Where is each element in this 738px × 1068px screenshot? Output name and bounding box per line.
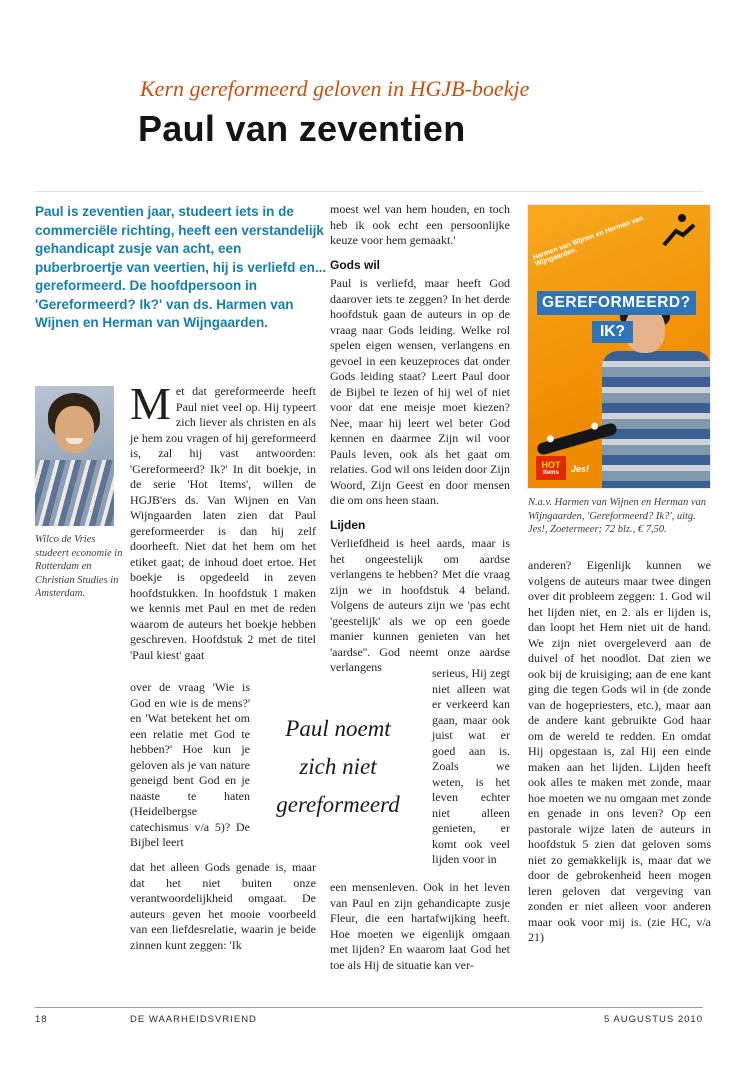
header-divider [35, 191, 703, 192]
column2-lijden-text: Verliefdheid is heel aards, maar is het ongeestelijk om aardse verlangens te hebben? Met die vraag zijn we in hoofdstuk 4 beland. Volgens de auteurs zijn we 'pas echt 'geestelijk' als we op een goede manier kunnen genieten van het 'aardse''. God neemt onze aardse verlangens [330, 536, 510, 674]
hot-items-logo [536, 456, 566, 480]
column1-narrow: over de vraag 'Wie is God en wie is de mens?' en 'Wat betekent het om een relatie met God te hebben?' Hoe kun je geloven als je van nature geneigd bent God en je naaste te haten (Heidelbergse catechismus v/a 5)? De Bijbel leert [130, 680, 250, 849]
footer-date: 5 AUGUSTUS 2010 [604, 1014, 703, 1025]
book-cover-caption: N.a.v. Harmen van Wijnen en Herman van Wijngaarden, 'Gereformeerd? Ik?', uitg. Jes!, Zoetermeer; 72 blz., € 7,50. [528, 497, 706, 535]
hot-items-logo-items: items [543, 469, 559, 476]
column2-gods-wil-text: Paul is verliefd, maar heeft God daarover iets te zeggen? In het derde hoofdstuk gaan de auteurs in op de vraag naar Gods leiding. Welke rol spelen eigen wensen, verlangens en gevoel in een keuzeproces dat onder Gods leiding staat? Leert Paul door de Bijbel te lezen of hij wel of niet voor dat ene meisje moet kiezen? Nee, maar hij leert wel beter God kennen en daarmee Zijn wil voor Pauls leven, ook als het gaat om relaties. God wil ons leiden door Zijn Woord, Zijn Geest en door mensen die om ons heen staan. [330, 276, 510, 507]
subhead-lijden: Lijden [330, 517, 366, 532]
author-photo [35, 386, 114, 526]
footer-publication-name: DE WAARHEIDSVRIEND [130, 1014, 257, 1025]
column2-bottom: een mensenleven. Ook in het leven van Paul en zijn gehandicapte zusje Fleur, die een hartafwijking heeft. Hoe moeten we eigenlijk omgaan met lijden? En waarom laat God het toe als Hij de situatie kan ver- [330, 880, 510, 972]
page-title: Paul van zeventien [138, 108, 466, 149]
column2-top [330, 202, 510, 676]
column2-narrow: serieus, Hij zegt niet alleen wat er verkeerd kan gaan, maar ook juist wat er goed aan is. Zoals we weten, is het leven echter niet alleen genieten, er komt ook veel lijden voor in [432, 666, 510, 866]
jes-logo: Jes! [571, 464, 590, 474]
drop-cap: M [130, 378, 171, 429]
author-photo-caption: Wilco de Vries studeert economie in Rotterdam en Christian Studies in Amsterdam. [35, 534, 123, 599]
column3: anderen? Eigenlijk kunnen we volgens de auteurs maar twee dingen over dit probleem zeggen: 1. God wil het lijden niet, en 2. als er lijden is, dan loopt het Hem niet uit de hand. We zijn niet overgeleverd aan de duivel of het noodlot. Dat zien we ook bij de kruisiging; aan de ene kant ging die tegen Gods wil in (de zonde van de hogepriesters, etc.), maar aan de andere kant gebruikte God haar om de wereld te redden. En omdat Hij opgestaan is, zal Hij een einde maken aan het lijden. Lijden heeft ook alles te maken met zonde, maar hoe moeten we nu omgaan met zonde en genade in ons leven? Op een pastorale wijze laten de auteurs in hoofdstuk 5 zien dat geloven soms niet zo gemakkelijk is, maar dat we door de gebrokenheid heen mogen leren geloven dat vergeving van zonden er niet alleen voor anderen maar ook voor mij is. (zie HC, v/a 21) [528, 558, 711, 944]
skateboard-wheel [590, 422, 599, 431]
skateboard-wheel [546, 434, 555, 443]
column1-bottom: dat het alleen Gods genade is, maar dat het niet buiten onze verantwoordelijkheid omgaat. De auteurs geven het mooie voorbeeld van een liefdesrelatie, waarin je beide zinnen kunt zeggen: 'Ik [130, 860, 316, 952]
author-photo-face [55, 406, 94, 453]
cover-boy-shirt [602, 351, 710, 488]
book-cover [528, 205, 710, 488]
author-photo-shirt [35, 460, 114, 526]
skateboarder-silhouette-icon [656, 213, 700, 249]
cover-title-line1: GEREFORMEERD? [537, 291, 696, 315]
column2-intro-text: moest wel van hem houden, en toch heb ik ook echt een persoonlijke keuze voor hem gemaakt.' [330, 202, 510, 247]
cover-authors-text: Harmen van Wijnen en Herman van Wijngaarden. [532, 214, 645, 269]
footer-divider [35, 1007, 703, 1008]
column1-top [130, 378, 316, 663]
article-intro: Paul is zeventien jaar, studeert iets in de commerciële richting, heeft een verstandelijk gehandicapt zusje van acht, een puberbroertje van veertien, hij is verliefd en... gereformeerd. De hoofdpersoon in 'Gereformeerd? Ik?' van ds. Harmen van Wijnen en Herman van Wijngaarden. [35, 204, 327, 330]
pull-quote: Paul noemt zich niet gereformeerd [276, 716, 400, 817]
subhead-gods-wil: Gods wil [330, 257, 381, 272]
hot-items-logo-hot: HOT [541, 459, 561, 470]
cover-title-line2: IK? [592, 321, 633, 343]
footer-page-number: 18 [35, 1014, 48, 1025]
kicker: Kern gereformeerd geloven in HGJB-boekje [140, 76, 530, 101]
column1-top-text: et dat gereformeerde heeft Paul niet veel op. Hij typeert zich liever als christen en als je hem zou vragen of hij gereformeerd is, zal hij vast antwoorden: 'Gereformeerd? Ik?' In dit boekje, in de serie 'Hot Items', willen de HGJB'ers ds. Van Wijnen en Van Wijngaarden laten zien dat Paul gereformeerder is dan hij zelf doorheeft. Niet dat het hem om het etiket gaat; de inhoud doet ertoe. Het boekje is opgedeeld in zeven hoofdstukken. In hoofdstuk 1 maken we kennis met Paul en met de reden waarom de auteurs het boekje hebben geschreven. Hoofdstuk 2 met de titel 'Paul kiest' gaat [130, 384, 316, 662]
